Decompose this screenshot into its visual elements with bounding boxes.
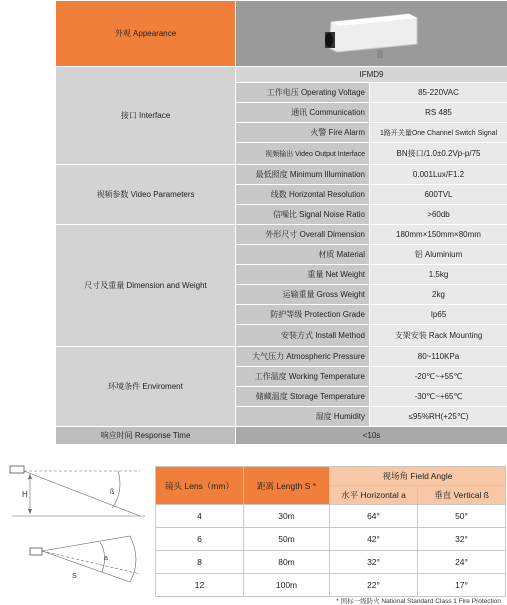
spec-value: 85-220VAC: [370, 83, 507, 103]
spec-value: 80~110KPa: [370, 347, 507, 367]
spec-value: 0.001Lux/F1.2: [370, 165, 507, 185]
camera-icon: [30, 548, 42, 555]
horizontal-cell: 42°: [330, 528, 418, 551]
vertical-cell: 17°: [418, 574, 506, 597]
spec-label: 运输重量 Gross Weight: [236, 285, 370, 305]
horizontal-angle-diagram: [30, 536, 140, 582]
video-title: 视频参数 Video Parameters: [56, 165, 236, 225]
spec-label: 安装方式 Install Method: [236, 325, 370, 347]
field-angle-diagram: [0, 462, 150, 602]
spec-label: 湿度 Humidity: [236, 407, 370, 427]
table-row: [156, 551, 506, 574]
camera-image: [236, 1, 507, 67]
spec-value: 1路开关量One Channel Switch Signal: [370, 123, 507, 143]
spec-label: 外形尺寸 Overall Dimension: [236, 225, 370, 245]
field-angle-table: [155, 466, 506, 597]
camera-housing-icon: [317, 4, 427, 64]
spec-value: BN接口/1.0±0.2Vp-p/75: [370, 143, 507, 165]
spec-table: [55, 0, 507, 445]
alpha-label: a: [104, 555, 108, 562]
horizontal-cell: 64°: [330, 505, 418, 528]
length-cell: 80m: [244, 551, 330, 574]
table-row: [156, 574, 506, 597]
vertical-cell: 50°: [418, 505, 506, 528]
spec-value: 1.5kg: [370, 265, 507, 285]
response-label: 响应时间 Response Time: [56, 427, 236, 445]
spec-value: Ip65: [370, 305, 507, 325]
spec-value: >60db: [370, 205, 507, 225]
spec-label: 重量 Net Weight: [236, 265, 370, 285]
lens-cell: 8: [156, 551, 244, 574]
beta-label: ß: [110, 489, 115, 496]
length-header: 距离 Length S *: [244, 467, 330, 505]
horizontal-header: 水平 Horizontal a: [330, 486, 418, 505]
length-cell: 50m: [244, 528, 330, 551]
spec-label: 火警 Fire Alarm: [236, 123, 370, 143]
table-row: [156, 505, 506, 528]
horizontal-cell: 32°: [330, 551, 418, 574]
response-value: <10s: [236, 427, 507, 445]
spec-label: 最低照度 Minimum Illumination: [236, 165, 370, 185]
camera-icon: [10, 466, 24, 473]
h-label: H: [22, 490, 28, 499]
table-row: [156, 528, 506, 551]
appearance-label: 外观 Appearance: [56, 1, 236, 67]
horizontal-cell: 22°: [330, 574, 418, 597]
field-angle-header: 视场角 Field Angle: [330, 467, 506, 486]
vertical-cell: 32°: [418, 528, 506, 551]
length-cell: 30m: [244, 505, 330, 528]
spec-label: 工作温度 Working Temperature: [236, 367, 370, 387]
model-name: IFMD9: [236, 67, 507, 83]
dimension-title: 尺寸及重量 Dimension and Weight: [56, 225, 236, 347]
length-cell: 100m: [244, 574, 330, 597]
spec-label: 视频输出 Video Output Interface: [236, 143, 370, 165]
vertical-angle-diagram: [10, 466, 145, 516]
spec-label: 工作电压 Operating Voltage: [236, 83, 370, 103]
spec-value: 180mm×150mm×80mm: [370, 225, 507, 245]
spec-value: 2kg: [370, 285, 507, 305]
environment-title: 环境条件 Enviroment: [56, 347, 236, 427]
lens-cell: 4: [156, 505, 244, 528]
spec-label: 信噪比 Signal Noise Ratio: [236, 205, 370, 225]
lens-header: 镜头 Lens（mm）: [156, 467, 244, 505]
interface-title: 接口 Interface: [56, 67, 236, 165]
spec-label: 通讯 Communication: [236, 103, 370, 123]
spec-value: ≤95%RH(+25℃): [370, 407, 507, 427]
spec-label: 材质 Material: [236, 245, 370, 265]
spec-label: 线数 Horizontal Resolution: [236, 185, 370, 205]
footnote: * 国标一级防火 National Standard Class 1 Fire Protection: [336, 598, 501, 605]
spec-label: 防护等级 Protection Grade: [236, 305, 370, 325]
spec-value: -20℃~+55℃: [370, 367, 507, 387]
spec-value: 600TVL: [370, 185, 507, 205]
vertical-cell: 24°: [418, 551, 506, 574]
spec-value: -30℃~+65℃: [370, 387, 507, 407]
spec-value: RS 485: [370, 103, 507, 123]
spec-value: 铝 Aluminium: [370, 245, 507, 265]
lens-cell: 6: [156, 528, 244, 551]
spec-label: 大气压力 Atmospheric Pressure: [236, 347, 370, 367]
vertical-header: 垂直 Vertical ß: [418, 486, 506, 505]
spec-label: 储藏温度 Storage Temperature: [236, 387, 370, 407]
s-label: S: [72, 573, 77, 580]
spec-value: 支架安装 Rack Mounting: [370, 325, 507, 347]
lens-cell: 12: [156, 574, 244, 597]
